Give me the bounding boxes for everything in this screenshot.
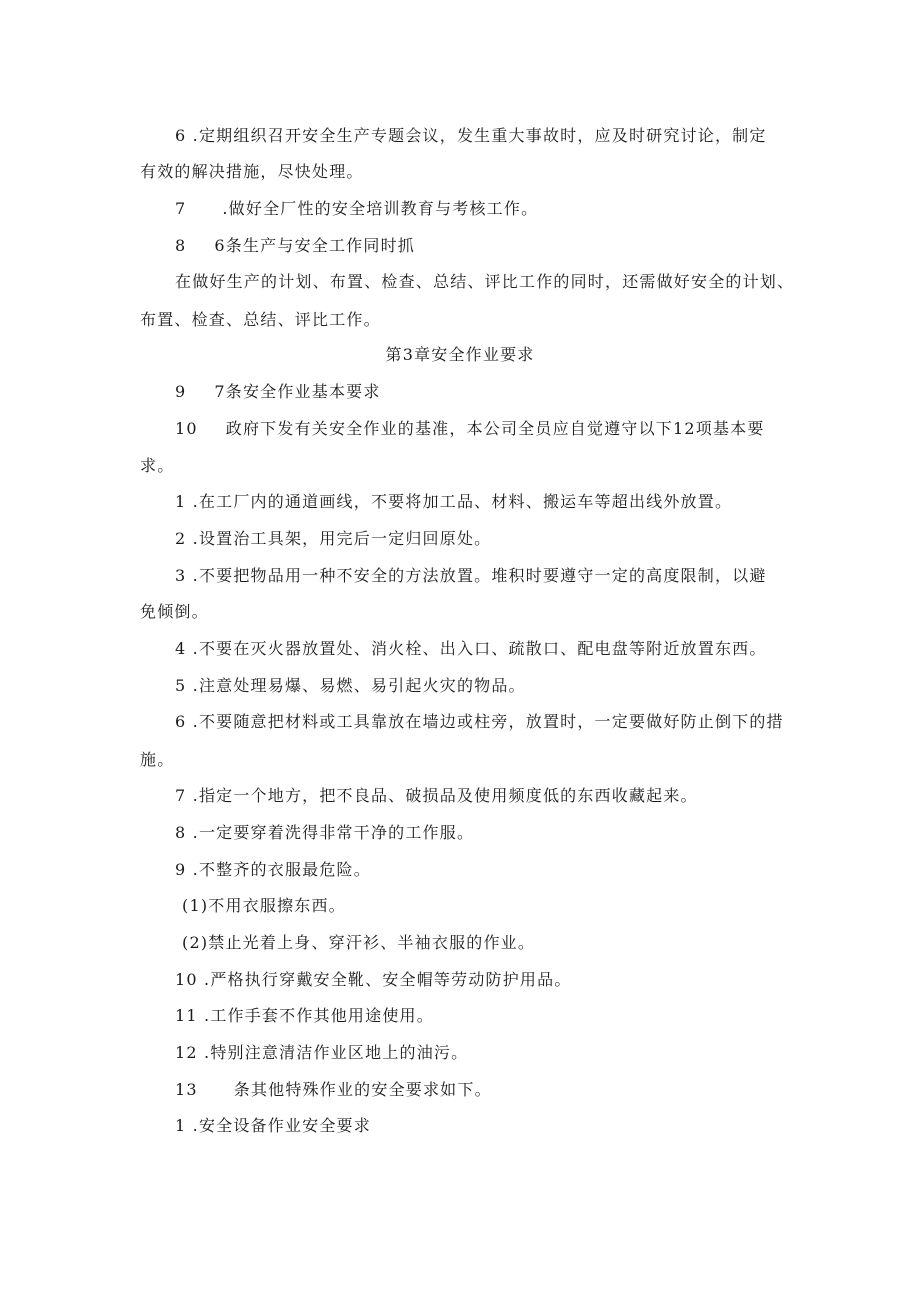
item-number: 10 bbox=[175, 419, 198, 438]
item-number: 7 bbox=[175, 199, 187, 218]
paragraph-line: (2)禁止光着上身、穿汗衫、半袖衣服的作业。 bbox=[182, 933, 536, 952]
item-number: 13 bbox=[175, 1080, 198, 1099]
item-text: 政府下发有关安全作业的基准，本公司全员应自觉遵守以下12项基本要 bbox=[225, 419, 765, 438]
item-number: 8 bbox=[175, 236, 187, 255]
paragraph-line: 12 .特别注意清洁作业区地上的油污。 bbox=[175, 1043, 469, 1062]
paragraph-line bbox=[175, 417, 835, 441]
paragraph-line: 施。 bbox=[140, 750, 175, 769]
paragraph-line bbox=[175, 234, 835, 258]
paragraph-line: 8 .一定要穿着洗得非常干净的工作服。 bbox=[175, 823, 475, 842]
paragraph-line: 6 .定期组织召开安全生产专题会议，发生重大事故时，应及时研究讨论，制定 bbox=[175, 126, 767, 145]
item-text: 7条安全作业基本要求 bbox=[214, 382, 381, 401]
paragraph-line: 11 .工作手套不作其他用途使用。 bbox=[175, 1006, 434, 1025]
chapter-title: 第3章安全作业要求 bbox=[385, 345, 535, 364]
item-text: 条其他特殊作业的安全要求如下。 bbox=[233, 1080, 492, 1099]
item-text: 6条生产与安全工作同时抓 bbox=[214, 236, 415, 255]
paragraph-line: 有效的解决措施，尽快处理。 bbox=[140, 162, 364, 181]
paragraph-line: (1)不用衣服擦东西。 bbox=[182, 896, 346, 915]
paragraph-line: 1 .在工厂内的通道画线，不要将加工品、材料、搬运车等超出线外放置。 bbox=[175, 492, 733, 511]
paragraph-line: 7 .指定一个地方，把不良品、破损品及使用频度低的东西收藏起来。 bbox=[175, 786, 698, 805]
paragraph-line bbox=[175, 197, 835, 221]
paragraph-line: 4 .不要在灭火器放置处、消火栓、出入口、疏散口、配电盘等附近放置东西。 bbox=[175, 639, 767, 658]
paragraph-line: 6 .不要随意把材料或工具靠放在墙边或柱旁，放置时，一定要做好防止倒下的措 bbox=[175, 712, 784, 731]
paragraph-line bbox=[175, 1078, 835, 1102]
paragraph-line bbox=[175, 380, 835, 404]
item-text: .做好全厂性的安全培训教育与考核工作。 bbox=[222, 199, 539, 218]
paragraph-line: 布置、检查、总结、评比工作。 bbox=[140, 310, 381, 329]
paragraph-line: 求。 bbox=[140, 456, 175, 475]
paragraph-line: 免倾倒。 bbox=[140, 602, 209, 621]
paragraph-line: 5 .注意处理易爆、易燃、易引起火灾的物品。 bbox=[175, 676, 526, 695]
paragraph-line: 9 .不整齐的衣服最危险。 bbox=[175, 860, 371, 879]
paragraph-line: 2 .设置治工具架，用完后一定归回原处。 bbox=[175, 529, 492, 548]
item-number: 9 bbox=[175, 382, 187, 401]
paragraph-line: 1 .安全设备作业安全要求 bbox=[175, 1116, 371, 1135]
paragraph-line: 3 .不要把物品用一种不安全的方法放置。堆积时要遵守一定的高度限制，以避 bbox=[175, 566, 767, 585]
paragraph-line: 在做好生产的计划、布置、检查、总结、评比工作的同时，还需做好安全的计划、 bbox=[175, 272, 795, 291]
paragraph-line: 10 .严格执行穿戴安全靴、安全帽等劳动防护用品。 bbox=[175, 970, 572, 989]
